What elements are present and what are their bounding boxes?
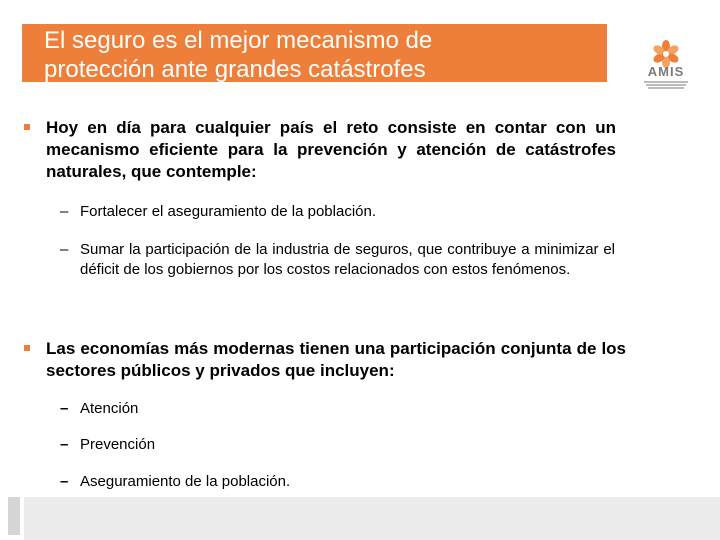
slide-title-line-1: El seguro es el mejor mecanismo de xyxy=(44,27,433,54)
sub-dash-2-1: – xyxy=(60,400,69,417)
bullet-2-text: Las economías más modernas tienen una participación conjunta de los sectores públicos y privados que incluyen: xyxy=(46,339,626,380)
bullet-2-subitem-1: Atención xyxy=(80,400,139,417)
bullet-marker-1 xyxy=(24,124,30,130)
bullet-2-subitem-2: Prevención xyxy=(80,436,156,453)
sub-dash-1-2: – xyxy=(60,241,69,258)
bullet-2-subitem-3: Aseguramiento de la población. xyxy=(80,473,291,490)
sub-dash-1-1: – xyxy=(60,203,69,220)
sub-dash-2-2: – xyxy=(60,436,69,453)
bullet-1-subitem-1: Fortalecer el aseguramiento de la población. xyxy=(80,203,377,220)
bullet-1-subitem-2: Sumar la participación de la industria de seguros, que contribuye a minimizar el déficit de los gobiernos por los costos relacionados con estos fenómenos. xyxy=(80,241,615,278)
logo-wordmark: AMIS xyxy=(647,64,685,79)
slide-title-line-2: protección ante grandes catástrofes xyxy=(44,56,426,83)
bullet-1-text: Hoy en día para cualquier país el reto consiste en contar con un mecanismo eficiente para la prevención y atención de catástrofes naturales, que contemple: xyxy=(46,118,616,181)
footer-left-bar xyxy=(8,497,20,535)
bullet-marker-2 xyxy=(24,345,30,351)
footer-band xyxy=(24,497,720,540)
sub-dash-2-3: – xyxy=(60,473,69,490)
